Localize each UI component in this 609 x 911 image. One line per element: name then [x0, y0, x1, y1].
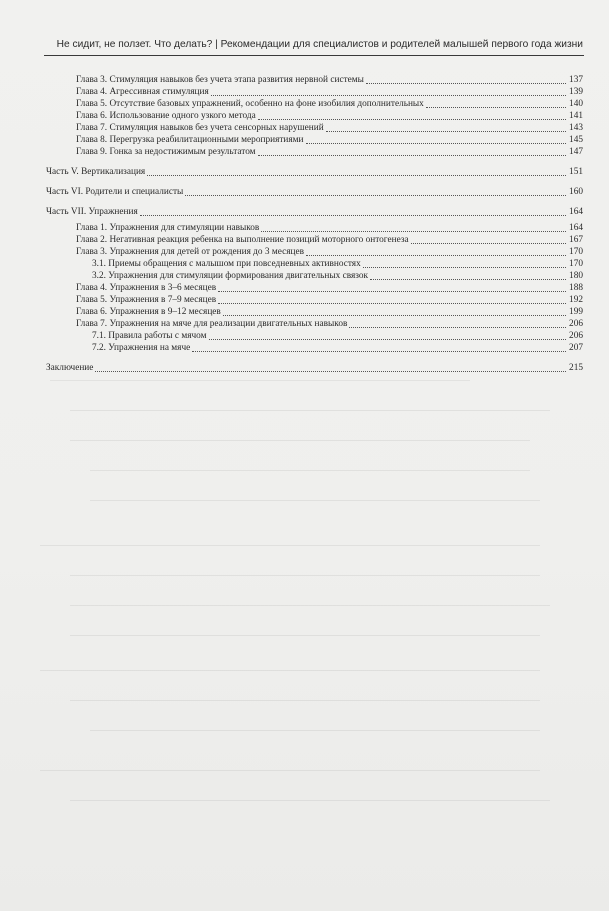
toc-entry-page: 207	[569, 343, 583, 353]
toc-leader-dots	[140, 215, 566, 216]
toc-leader-dots	[147, 175, 566, 176]
toc-leader-dots	[218, 303, 566, 304]
toc-entry-title: Глава 3. Упражнения для детей от рождения до 3 месяцев	[76, 247, 304, 257]
toc-entry	[76, 122, 583, 134]
toc-entry-title: Глава 4. Упражнения в 3–6 месяцев	[76, 283, 217, 293]
toc-entry-title: Глава 7. Упражнения на мяче для реализации двигательных навыков	[76, 319, 348, 329]
toc-entry-title: Глава 9. Гонка за недостижимым результатом	[76, 147, 256, 157]
toc-leader-dots	[258, 155, 566, 156]
toc-entry-page: 215	[569, 363, 583, 373]
toc-entry	[92, 258, 583, 270]
toc-entry-page: 188	[569, 283, 583, 293]
toc-leader-dots	[192, 351, 566, 352]
toc-entry-page: 140	[569, 99, 583, 109]
toc-entry-page: 164	[569, 207, 583, 217]
toc-leader-dots	[258, 119, 566, 120]
show-through-bleed	[40, 370, 589, 871]
toc-entry	[76, 294, 583, 306]
toc-entry	[46, 206, 583, 218]
toc-entry-page: 164	[569, 223, 583, 233]
toc-entry-title: Глава 4. Агрессивная стимуляция	[76, 87, 209, 97]
toc-leader-dots	[211, 95, 566, 96]
toc-entry-page: 145	[569, 135, 583, 145]
toc-leader-dots	[363, 267, 566, 268]
toc-entry-title: 7.1. Правила работы с мячом	[92, 331, 207, 341]
toc-entry-title: Заключение	[46, 363, 94, 373]
header-rule	[44, 55, 584, 56]
toc-entry-title: 3.2. Упражнения для стимуляции формирования двигательных связок	[92, 271, 369, 281]
toc-entry	[76, 86, 583, 98]
toc-entry-title: Часть V. Вертикализация	[46, 167, 146, 177]
toc-leader-dots	[218, 291, 566, 292]
toc-entry-page: 192	[569, 295, 583, 305]
toc-entry-title: Глава 6. Использование одного узкого метода	[76, 111, 256, 121]
toc-leader-dots	[426, 107, 566, 108]
toc-entry-title: Глава 2. Негативная реакция ребенка на выполнение позиций моторного онтогенеза	[76, 235, 409, 245]
toc-leader-dots	[223, 315, 566, 316]
toc-entry	[76, 306, 583, 318]
toc-entry-page: 180	[569, 271, 583, 281]
toc-leader-dots	[349, 327, 566, 328]
running-header: Не сидит, не ползет. Что делать? | Рекомендации для специалистов и родителей малышей первого года жизни	[56, 39, 583, 50]
toc-leader-dots	[370, 279, 566, 280]
toc-leader-dots	[326, 131, 566, 132]
toc-entry-page: 167	[569, 235, 583, 245]
toc-entry-page: 143	[569, 123, 583, 133]
toc-entry-title: Глава 3. Стимуляция навыков без учета этапа развития нервной системы	[76, 75, 364, 85]
toc-entry	[46, 362, 583, 374]
toc-entry-page: 206	[569, 331, 583, 341]
toc-entry-title: Глава 6. Упражнения в 9–12 месяцев	[76, 307, 221, 317]
toc-leader-dots	[306, 143, 566, 144]
toc-entry-page: 137	[569, 75, 583, 85]
toc-entry	[76, 318, 583, 330]
toc-leader-dots	[306, 255, 566, 256]
toc-entry-page: 206	[569, 319, 583, 329]
toc-entry-title: Глава 7. Стимуляция навыков без учета сенсорных нарушений	[76, 123, 324, 133]
toc-entry-title: Часть VII. Упражнения	[46, 207, 138, 217]
toc-entry	[76, 146, 583, 158]
toc-entry	[76, 222, 583, 234]
toc-leader-dots	[411, 243, 566, 244]
toc-entry-page: 147	[569, 147, 583, 157]
toc-entry	[92, 330, 583, 342]
toc-entry	[76, 110, 583, 122]
toc-entry-title: 7.2. Упражнения на мяче	[92, 343, 191, 353]
toc-entry-page: 139	[569, 87, 583, 97]
toc-entry-title: 3.1. Приемы обращения с малышом при повседневных активностях	[92, 259, 361, 269]
toc-entry-page: 160	[569, 187, 583, 197]
toc-entry-page: 170	[569, 247, 583, 257]
toc-entry	[76, 98, 583, 110]
toc-entry	[92, 270, 583, 282]
toc-entry	[76, 234, 583, 246]
toc-entry	[92, 342, 583, 354]
toc-entry-title: Часть VI. Родители и специалисты	[46, 187, 184, 197]
toc-leader-dots	[209, 339, 566, 340]
toc-entry	[76, 246, 583, 258]
toc-entry	[46, 186, 583, 198]
toc-entry	[76, 74, 583, 86]
toc-leader-dots	[261, 231, 566, 232]
toc-entry-title: Глава 8. Перегрузка реабилитационными мероприятиями	[76, 135, 304, 145]
toc-entry-page: 151	[569, 167, 583, 177]
toc-leader-dots	[366, 83, 566, 84]
toc-entry	[46, 166, 583, 178]
toc-entry	[76, 134, 583, 146]
toc-leader-dots	[95, 371, 566, 372]
toc-entry	[76, 282, 583, 294]
toc-entry-title: Глава 5. Отсутствие базовых упражнений, особенно на фоне изобилия дополнительных	[76, 99, 424, 109]
toc-leader-dots	[185, 195, 566, 196]
toc-entry-page: 199	[569, 307, 583, 317]
toc-entry-page: 170	[569, 259, 583, 269]
toc-entry-title: Глава 5. Упражнения в 7–9 месяцев	[76, 295, 217, 305]
toc-entry-title: Глава 1. Упражнения для стимуляции навыков	[76, 223, 260, 233]
toc-entry-page: 141	[569, 111, 583, 121]
